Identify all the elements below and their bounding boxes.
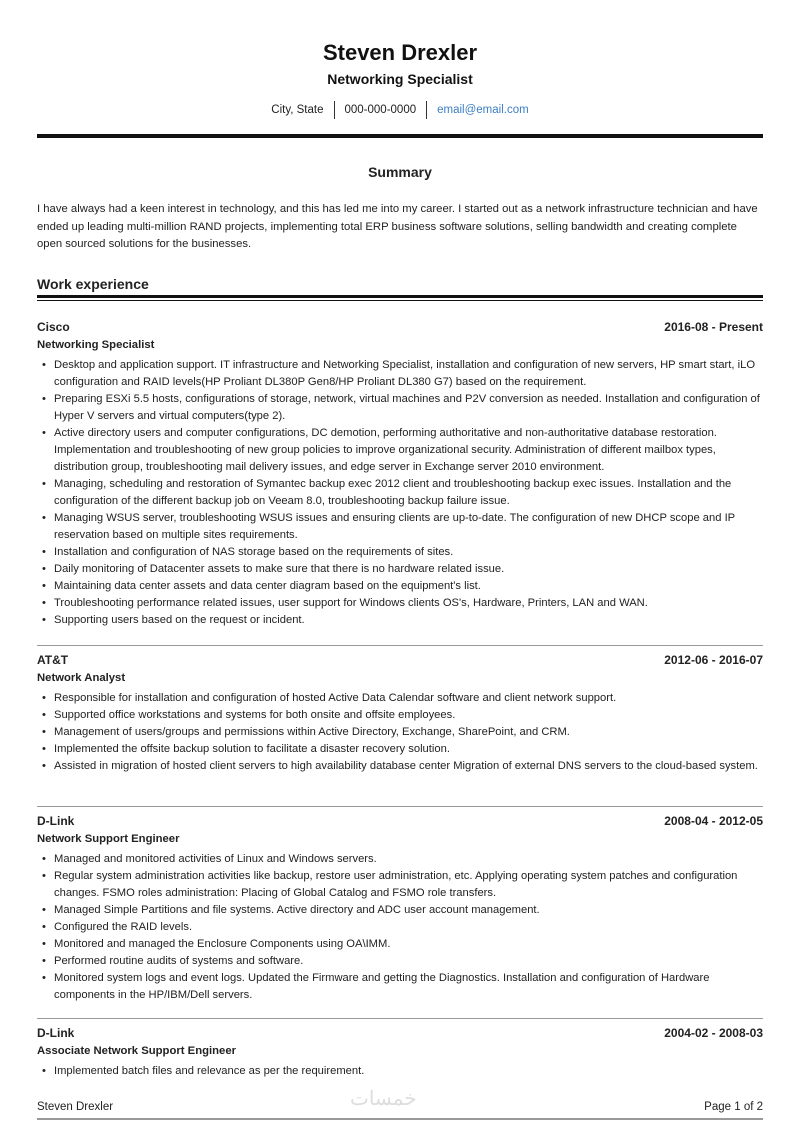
list-item: • Installation and configuration of NAS storage based on the requirements of sites. bbox=[37, 544, 763, 561]
section-rule bbox=[37, 295, 763, 298]
candidate-title: Networking Specialist bbox=[327, 71, 473, 87]
header-rule bbox=[37, 134, 763, 138]
section-rule bbox=[37, 300, 763, 301]
job-dates: 2008-04 - 2012-05 bbox=[664, 814, 763, 828]
job-dates: 2016-08 - Present bbox=[664, 320, 763, 334]
list-item: • Troubleshooting performance related issues, user support for Windows clients OS's, Hardware, Printers, LAN and WAN. bbox=[37, 595, 763, 612]
divider bbox=[37, 645, 763, 646]
job-dates: 2012-06 - 2016-07 bbox=[664, 653, 763, 667]
job-role: Associate Network Support Engineer bbox=[37, 1045, 236, 1057]
list-item: • Performed routine audits of systems and software. bbox=[37, 953, 763, 970]
divider bbox=[37, 1018, 763, 1019]
job-header bbox=[37, 1025, 763, 1041]
job-bullets bbox=[37, 690, 763, 775]
list-item: • Supporting users based on the request or incident. bbox=[37, 612, 763, 629]
list-item: • Desktop and application support. IT infrastructure and Networking Specialist, installation and configuration of new servers, HP smart start, iLO configuration and RAID levels(HP Proliant DL380P Gen8/HP Proliant DL380 G7) based on the requirement. bbox=[37, 357, 763, 391]
list-item: • Management of users/groups and permissions within Active Directory, Exchange, SharePoint, and CRM. bbox=[37, 724, 763, 741]
job-role: Network Support Engineer bbox=[37, 833, 180, 845]
job-header bbox=[37, 652, 763, 668]
list-item: • Supported office workstations and systems for both onsite and offsite employees. bbox=[37, 707, 763, 724]
list-item: • Assisted in migration of hosted client servers to high availability database center Migration of external DNS servers to the cloud-based system. bbox=[37, 758, 763, 775]
job-dates: 2004-02 - 2008-03 bbox=[664, 1026, 763, 1040]
company: D-Link bbox=[37, 814, 75, 828]
job-bullets bbox=[37, 357, 763, 629]
company: AT&T bbox=[37, 653, 69, 667]
list-item: • Managed and monitored activities of Linux and Windows servers. bbox=[37, 851, 763, 868]
email-link[interactable]: email@email.com bbox=[437, 104, 529, 117]
list-item: • Managed Simple Partitions and file systems. Active directory and ADC user account management. bbox=[37, 902, 763, 919]
footer-name: Steven Drexler bbox=[37, 1101, 114, 1113]
company: D-Link bbox=[37, 1026, 75, 1040]
job-role: Network Analyst bbox=[37, 672, 126, 684]
list-item: • Preparing ESXi 5.5 hosts, configurations of storage, network, virtual machines and P2V conversion as needed. Installation and configuration of Hyper V servers and virtual computers(type 2). bbox=[37, 391, 763, 425]
summary-text: I have always had a keen interest in technology, and this has led me into my career. I started out as a network infrastructure technician and have ended up leading multi-million RAND projects, implementing total ERP business software solutions, selling bandwidth and creating complete open sourced solutions for the businesses. bbox=[37, 203, 758, 250]
list-item: • Daily monitoring of Datacenter assets to make sure that there is no hardware related issue. bbox=[37, 561, 763, 578]
phone: 000-000-0000 bbox=[344, 104, 417, 117]
list-item: • Managing, scheduling and restoration of Symantec backup exec 2012 client and troubleshooting backup exec issues. Installation and the configuration of the different backup job on Veeam 8.0, troubleshooting backup failure issue. bbox=[37, 476, 763, 510]
job-header bbox=[37, 813, 763, 829]
list-item: • Regular system administration activities like backup, restore user administration, etc. Applying operating system patches and configuration changes. FSMO roles administration: Placing of Global Catalog and FSMO role transfers. bbox=[37, 868, 763, 902]
candidate-name: Steven Drexler bbox=[322, 40, 478, 65]
job-bullets bbox=[37, 1063, 763, 1080]
list-item: • Configured the RAID levels. bbox=[37, 919, 763, 936]
list-item: • Implemented batch files and relevance as per the requirement. bbox=[37, 1063, 763, 1080]
job-header bbox=[37, 319, 763, 335]
work-heading: Work experience bbox=[37, 276, 149, 292]
job-entry bbox=[37, 652, 763, 775]
divider bbox=[37, 806, 763, 807]
list-item: • Active directory users and computer configurations, DC demotion, performing authoritative and non-authoritative database restoration. Implementation and troubleshooting of new group policies to improve organizational security. Administration of different mailbox types, distribution group, troubleshooting mail delivery issues, and edge server in Exchange server 2010 environment. bbox=[37, 425, 763, 476]
page-footer bbox=[37, 1099, 763, 1115]
list-item: • Monitored system logs and event logs. Updated the Firmware and getting the Diagnostics. Installation and configuration of Hardware components in the HP/IBM/Dell servers. bbox=[37, 970, 763, 1004]
page-number: Page 1 of 2 bbox=[704, 1101, 763, 1113]
contact-line bbox=[0, 101, 800, 119]
list-item: • Maintaining data center assets and data center diagram based on the equipment's list. bbox=[37, 578, 763, 595]
list-item: • Implemented the offsite backup solution to facilitate a disaster recovery solution. bbox=[37, 741, 763, 758]
list-item: • Monitored and managed the Enclosure Components using OA\IMM. bbox=[37, 936, 763, 953]
list-item: • Responsible for installation and configuration of hosted Active Data Calendar software and client network support. bbox=[37, 690, 763, 707]
job-entry bbox=[37, 319, 763, 629]
company: Cisco bbox=[37, 320, 70, 334]
job-bullets bbox=[37, 851, 763, 1004]
summary-heading: Summary bbox=[368, 164, 432, 180]
footer-rule bbox=[37, 1118, 763, 1120]
job-role: Networking Specialist bbox=[37, 339, 155, 351]
list-item: • Managing WSUS server, troubleshooting WSUS issues and ensuring clients are up-to-date. The configuration of new DHCP scope and IP reservation based on multiple sites requirements. bbox=[37, 510, 763, 544]
location: City, State bbox=[271, 104, 324, 117]
job-entry bbox=[37, 813, 763, 1004]
job-entry bbox=[37, 1025, 763, 1080]
watermark-logo: خمسات bbox=[350, 1088, 417, 1110]
